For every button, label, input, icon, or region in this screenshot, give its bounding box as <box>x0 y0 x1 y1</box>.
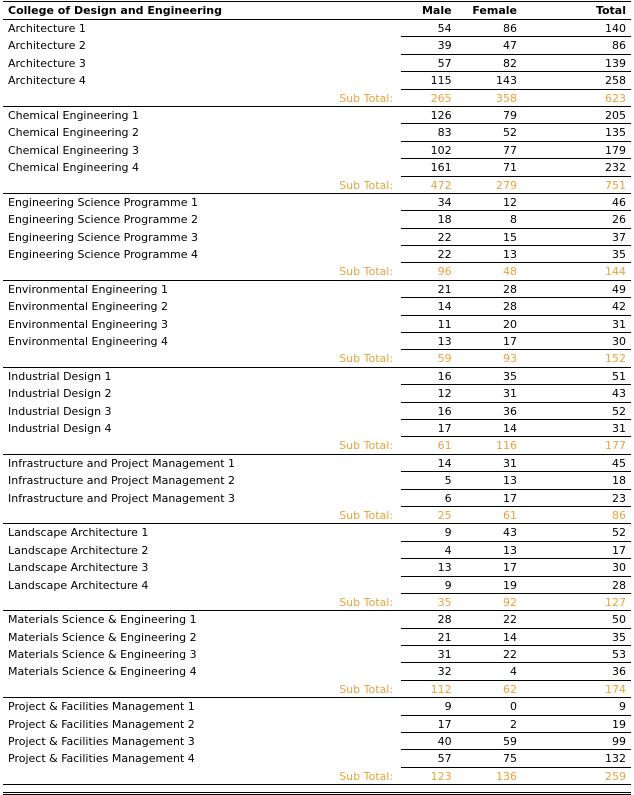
total-value: 50 <box>522 611 631 628</box>
total-value: 28 <box>522 577 631 594</box>
table-row <box>3 698 631 715</box>
total-value: 19 <box>522 716 631 733</box>
total-value: 179 <box>522 142 631 159</box>
female-value: 12 <box>457 194 522 211</box>
table-row <box>3 733 631 750</box>
header-college: College of Design and Engineering <box>8 4 223 17</box>
programme-label: Project & Facilities Management 1 <box>8 700 195 714</box>
subtotal-row <box>3 768 631 785</box>
male-value: 31 <box>401 646 457 663</box>
table-row <box>3 246 631 263</box>
programme-label: Materials Science & Engineering 2 <box>8 630 197 644</box>
female-value: 93 <box>503 352 518 366</box>
header-female: Female <box>472 4 518 17</box>
table-row <box>3 472 631 489</box>
table-row <box>3 316 631 333</box>
male-value: 32 <box>401 663 457 680</box>
table-row <box>3 455 631 472</box>
table-row <box>3 142 631 159</box>
male-value: 11 <box>401 316 457 333</box>
female-value: 22 <box>457 611 522 628</box>
table-row <box>3 298 631 315</box>
male-value: 13 <box>401 559 457 576</box>
table-row <box>3 333 631 350</box>
male-value: 34 <box>401 194 457 211</box>
total-value: 31 <box>522 316 631 333</box>
female-value: 15 <box>457 229 522 246</box>
male-value: 6 <box>401 490 457 507</box>
programme-label: Landscape Architecture 3 <box>8 561 149 575</box>
total-value: 259 <box>605 769 626 783</box>
female-value: 2 <box>457 716 522 733</box>
total-value: 18 <box>522 472 631 489</box>
female-value: 4 <box>457 663 522 680</box>
total-value: 232 <box>522 159 631 176</box>
subtotal-row <box>3 594 631 611</box>
female-value: 17 <box>457 559 522 576</box>
male-value: 4 <box>401 542 457 559</box>
male-value: 35 <box>437 595 452 609</box>
table-row <box>3 72 631 89</box>
male-value: 112 <box>430 682 452 696</box>
male-value: 22 <box>401 246 457 263</box>
subtotal-label: Sub Total: <box>339 682 394 696</box>
total-value: 132 <box>522 750 631 767</box>
subtotal-row <box>3 350 631 367</box>
programme-label: Environmental Engineering 4 <box>8 335 169 349</box>
male-value: 17 <box>401 716 457 733</box>
table-row <box>3 577 631 594</box>
table-row <box>3 211 631 228</box>
female-value: 52 <box>457 124 522 141</box>
female-value: 31 <box>457 385 522 402</box>
total-value: 152 <box>605 352 626 366</box>
male-value: 21 <box>401 281 457 298</box>
total-value: 9 <box>522 698 631 715</box>
table-row <box>3 20 631 37</box>
female-value: 59 <box>457 733 522 750</box>
female-value: 31 <box>457 455 522 472</box>
total-value: 139 <box>522 55 631 72</box>
female-value: 13 <box>457 472 522 489</box>
programme-label: Industrial Design 4 <box>8 421 112 435</box>
male-value: 17 <box>401 420 457 437</box>
total-value: 35 <box>522 629 631 646</box>
male-value: 126 <box>401 107 457 124</box>
programme-label: Architecture 4 <box>8 74 86 88</box>
female-value: 22 <box>457 646 522 663</box>
male-value: 18 <box>401 211 457 228</box>
total-value: 49 <box>522 281 631 298</box>
male-value: 9 <box>401 698 457 715</box>
female-value: 79 <box>457 107 522 124</box>
programme-label: Architecture 2 <box>8 39 86 53</box>
total-value: 623 <box>605 91 626 105</box>
programme-label: Landscape Architecture 2 <box>8 543 149 557</box>
male-value: 115 <box>401 72 457 89</box>
table-row <box>3 368 631 385</box>
table-row <box>3 385 631 402</box>
female-value: 28 <box>457 281 522 298</box>
female-value: 0 <box>457 698 522 715</box>
total-value: 86 <box>522 37 631 54</box>
table-row <box>3 55 631 72</box>
male-value: 96 <box>437 265 452 279</box>
male-value: 16 <box>401 368 457 385</box>
male-value: 161 <box>401 159 457 176</box>
total-value: 205 <box>522 107 631 124</box>
female-value: 35 <box>457 368 522 385</box>
total-value: 30 <box>522 559 631 576</box>
programme-label: Infrastructure and Project Management 3 <box>8 491 236 505</box>
male-value: 472 <box>430 178 452 192</box>
programme-label: Engineering Science Programme 1 <box>8 195 199 209</box>
programme-label: Engineering Science Programme 4 <box>8 248 199 262</box>
total-value: 51 <box>522 368 631 385</box>
male-value: 102 <box>401 142 457 159</box>
total-value: 86 <box>612 508 626 522</box>
total-value: 43 <box>522 385 631 402</box>
subtotal-label: Sub Total: <box>339 595 394 609</box>
subtotal-label: Sub Total: <box>339 439 394 453</box>
total-value: 17 <box>522 542 631 559</box>
subtotal-row <box>3 263 631 280</box>
total-value: 45 <box>522 455 631 472</box>
programme-label: Project & Facilities Management 2 <box>8 717 195 731</box>
female-value: 279 <box>496 178 518 192</box>
total-value: 258 <box>522 72 631 89</box>
table-row <box>3 559 631 576</box>
male-value: 57 <box>401 750 457 767</box>
table-row <box>3 37 631 54</box>
total-value: 127 <box>605 595 626 609</box>
programme-label: Materials Science & Engineering 4 <box>8 665 197 679</box>
female-value: 43 <box>457 524 522 541</box>
total-value: 53 <box>522 646 631 663</box>
total-value: 35 <box>522 246 631 263</box>
female-value: 8 <box>457 211 522 228</box>
table-row <box>3 611 631 628</box>
male-value: 28 <box>401 611 457 628</box>
male-value: 9 <box>401 577 457 594</box>
female-value: 116 <box>496 439 518 453</box>
male-value: 25 <box>437 508 452 522</box>
female-value: 92 <box>503 595 518 609</box>
male-value: 40 <box>401 733 457 750</box>
table-row <box>3 403 631 420</box>
programme-label: Industrial Design 2 <box>8 387 112 401</box>
table-row <box>3 107 631 124</box>
female-value: 48 <box>503 265 518 279</box>
total-value: 751 <box>605 178 626 192</box>
programme-label: Industrial Design 1 <box>8 369 112 383</box>
female-value: 77 <box>457 142 522 159</box>
subtotal-label: Sub Total: <box>339 178 394 192</box>
male-value: 14 <box>401 455 457 472</box>
total-value: 52 <box>522 524 631 541</box>
female-value: 20 <box>457 316 522 333</box>
total-value: 31 <box>522 420 631 437</box>
female-value: 75 <box>457 750 522 767</box>
female-value: 14 <box>457 629 522 646</box>
female-value: 14 <box>457 420 522 437</box>
male-value: 61 <box>437 439 452 453</box>
male-value: 54 <box>401 20 457 37</box>
male-value: 9 <box>401 524 457 541</box>
male-value: 16 <box>401 403 457 420</box>
total-value: 140 <box>522 20 631 37</box>
female-value: 19 <box>457 577 522 594</box>
male-value: 5 <box>401 472 457 489</box>
female-value: 62 <box>503 682 518 696</box>
male-value: 59 <box>437 352 452 366</box>
female-value: 358 <box>496 91 518 105</box>
male-value: 22 <box>401 229 457 246</box>
programme-label: Landscape Architecture 1 <box>8 526 149 540</box>
total-value: 174 <box>605 682 626 696</box>
table-row <box>3 524 631 541</box>
female-value: 28 <box>457 298 522 315</box>
total-value: 30 <box>522 333 631 350</box>
subtotal-label: Sub Total: <box>339 769 394 783</box>
programme-label: Infrastructure and Project Management 2 <box>8 474 236 488</box>
male-value: 57 <box>401 55 457 72</box>
subtotal-label: Sub Total: <box>339 352 394 366</box>
total-value: 26 <box>522 211 631 228</box>
total-value: 46 <box>522 194 631 211</box>
table-row <box>3 490 631 507</box>
header-total: Total <box>595 4 626 17</box>
programme-label: Chemical Engineering 2 <box>8 126 140 140</box>
table-row <box>3 750 631 767</box>
programme-label: Environmental Engineering 1 <box>8 282 169 296</box>
male-value: 83 <box>401 124 457 141</box>
programme-label: Engineering Science Programme 3 <box>8 230 199 244</box>
female-value: 47 <box>457 37 522 54</box>
programme-label: Landscape Architecture 4 <box>8 578 149 592</box>
table-row <box>3 229 631 246</box>
table-row <box>3 420 631 437</box>
table-row <box>3 124 631 141</box>
table-row <box>3 646 631 663</box>
programme-label: Chemical Engineering 1 <box>8 108 140 122</box>
female-value: 13 <box>457 246 522 263</box>
total-value: 177 <box>605 439 626 453</box>
male-value: 13 <box>401 333 457 350</box>
subtotal-row <box>3 177 631 194</box>
female-value: 17 <box>457 490 522 507</box>
table-row <box>3 159 631 176</box>
total-value: 135 <box>522 124 631 141</box>
female-value: 86 <box>457 20 522 37</box>
male-value: 123 <box>430 769 452 783</box>
subtotal-label: Sub Total: <box>339 91 394 105</box>
table-row <box>3 716 631 733</box>
female-value: 36 <box>457 403 522 420</box>
subtotal-label: Sub Total: <box>339 508 394 522</box>
subtotal-row <box>3 507 631 524</box>
female-value: 17 <box>457 333 522 350</box>
table-body <box>3 20 631 785</box>
total-value: 42 <box>522 298 631 315</box>
total-value: 36 <box>522 663 631 680</box>
programme-label: Chemical Engineering 3 <box>8 143 140 157</box>
female-value: 71 <box>457 159 522 176</box>
female-value: 61 <box>503 508 518 522</box>
programme-label: Infrastructure and Project Management 1 <box>8 456 236 470</box>
female-value: 82 <box>457 55 522 72</box>
male-value: 12 <box>401 385 457 402</box>
total-value: 99 <box>522 733 631 750</box>
table-row <box>3 542 631 559</box>
programme-label: Industrial Design 3 <box>8 404 112 418</box>
programme-label: Environmental Engineering 3 <box>8 317 169 331</box>
total-value: 52 <box>522 403 631 420</box>
male-value: 14 <box>401 298 457 315</box>
subtotal-row <box>3 437 631 454</box>
male-value: 21 <box>401 629 457 646</box>
total-value: 37 <box>522 229 631 246</box>
subtotal-label: Sub Total: <box>339 265 394 279</box>
subtotal-row <box>3 90 631 107</box>
programme-label: Environmental Engineering 2 <box>8 300 169 314</box>
programme-label: Chemical Engineering 4 <box>8 161 140 175</box>
programme-label: Materials Science & Engineering 3 <box>8 648 197 662</box>
female-value: 143 <box>457 72 522 89</box>
header-male: Male <box>421 4 452 17</box>
programme-label: Project & Facilities Management 3 <box>8 735 195 749</box>
programme-label: Project & Facilities Management 4 <box>8 752 195 766</box>
female-value: 136 <box>496 769 518 783</box>
programme-label: Architecture 3 <box>8 56 86 70</box>
subtotal-row <box>3 681 631 698</box>
table-row <box>3 194 631 211</box>
table-header-row <box>3 1 631 20</box>
table-row <box>3 629 631 646</box>
table-row <box>3 663 631 680</box>
female-value: 13 <box>457 542 522 559</box>
male-value: 39 <box>401 37 457 54</box>
table-row <box>3 281 631 298</box>
total-value: 144 <box>605 265 626 279</box>
male-value: 265 <box>430 91 452 105</box>
total-value: 23 <box>522 490 631 507</box>
programme-label: Architecture 1 <box>8 22 86 35</box>
programme-label: Engineering Science Programme 2 <box>8 213 199 227</box>
programme-label: Materials Science & Engineering 1 <box>8 613 197 627</box>
